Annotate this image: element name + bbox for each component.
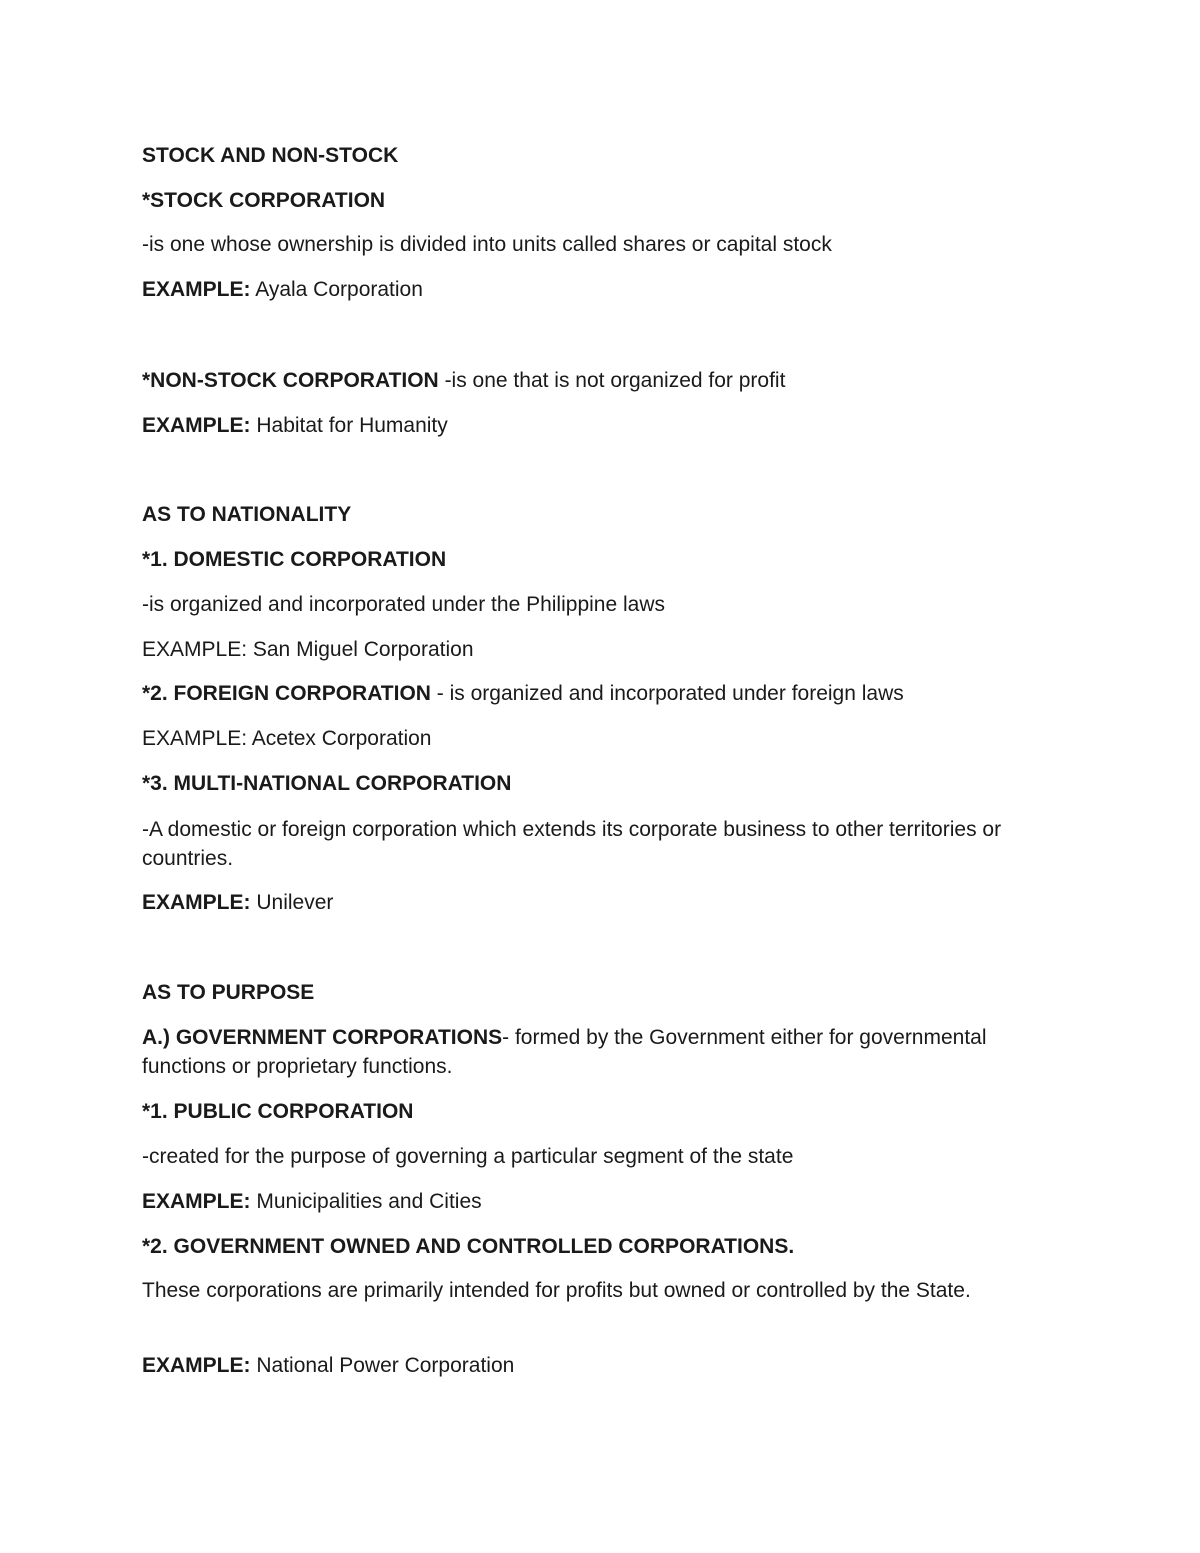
government-corporations-definition: A.) GOVERNMENT CORPORATIONS- formed by the Government either for governmental functions or proprietary functions. — [142, 1026, 987, 1078]
multi-national-corporation-example — [142, 888, 1022, 917]
multi-national-corporation-description: -A domestic or foreign corporation which extends its corporate business to other territories or countries. — [142, 818, 1002, 870]
example-label: EXAMPLE: — [142, 891, 251, 914]
public-corporation-example — [142, 1187, 1022, 1216]
example-label: EXAMPLE: — [142, 1354, 251, 1377]
non-stock-corporation-definition: *NON-STOCK CORPORATION -is one that is not organized for profit — [142, 369, 786, 392]
foreign-corporation-example: EXAMPLE: Acetex Corporation — [142, 727, 432, 750]
non-stock-corporation-example — [142, 411, 1022, 440]
domestic-corporation-description: -is organized and incorporated under the Philippine laws — [142, 593, 665, 616]
public-corporation-title: *1. PUBLIC CORPORATION — [142, 1100, 414, 1123]
heading-as-to-nationality: AS TO NATIONALITY — [142, 503, 352, 526]
example-value: Habitat for Humanity — [250, 414, 448, 437]
gocc-description: These corporations are primarily intended for profits but owned or controlled by the State. — [142, 1279, 971, 1302]
example-label: EXAMPLE: — [142, 278, 251, 301]
multi-national-corporation-title: *3. MULTI-NATIONAL CORPORATION — [142, 772, 512, 795]
stock-corporation-example — [142, 275, 1022, 304]
gocc-title: *2. GOVERNMENT OWNED AND CONTROLLED CORPORATIONS. — [142, 1235, 795, 1258]
example-value: Municipalities and Cities — [250, 1190, 482, 1213]
example-label: EXAMPLE: — [142, 1190, 251, 1213]
stock-corporation-description: -is one whose ownership is divided into units called shares or capital stock — [142, 233, 832, 256]
example-value: Unilever — [250, 891, 334, 914]
heading-as-to-purpose: AS TO PURPOSE — [142, 981, 315, 1004]
heading-stock-and-non-stock: STOCK AND NON-STOCK — [142, 144, 399, 167]
foreign-corporation-definition: *2. FOREIGN CORPORATION - is organized and incorporated under foreign laws — [142, 682, 904, 705]
domestic-corporation-title: *1. DOMESTIC CORPORATION — [142, 548, 447, 571]
domestic-corporation-example: EXAMPLE: San Miguel Corporation — [142, 638, 474, 661]
example-value: Ayala Corporation — [250, 278, 423, 301]
stock-corporation-title: *STOCK CORPORATION — [142, 189, 386, 212]
example-value: National Power Corporation — [250, 1354, 515, 1377]
public-corporation-description: -created for the purpose of governing a particular segment of the state — [142, 1145, 794, 1168]
example-label: EXAMPLE: — [142, 414, 251, 437]
gocc-example — [142, 1351, 1022, 1380]
